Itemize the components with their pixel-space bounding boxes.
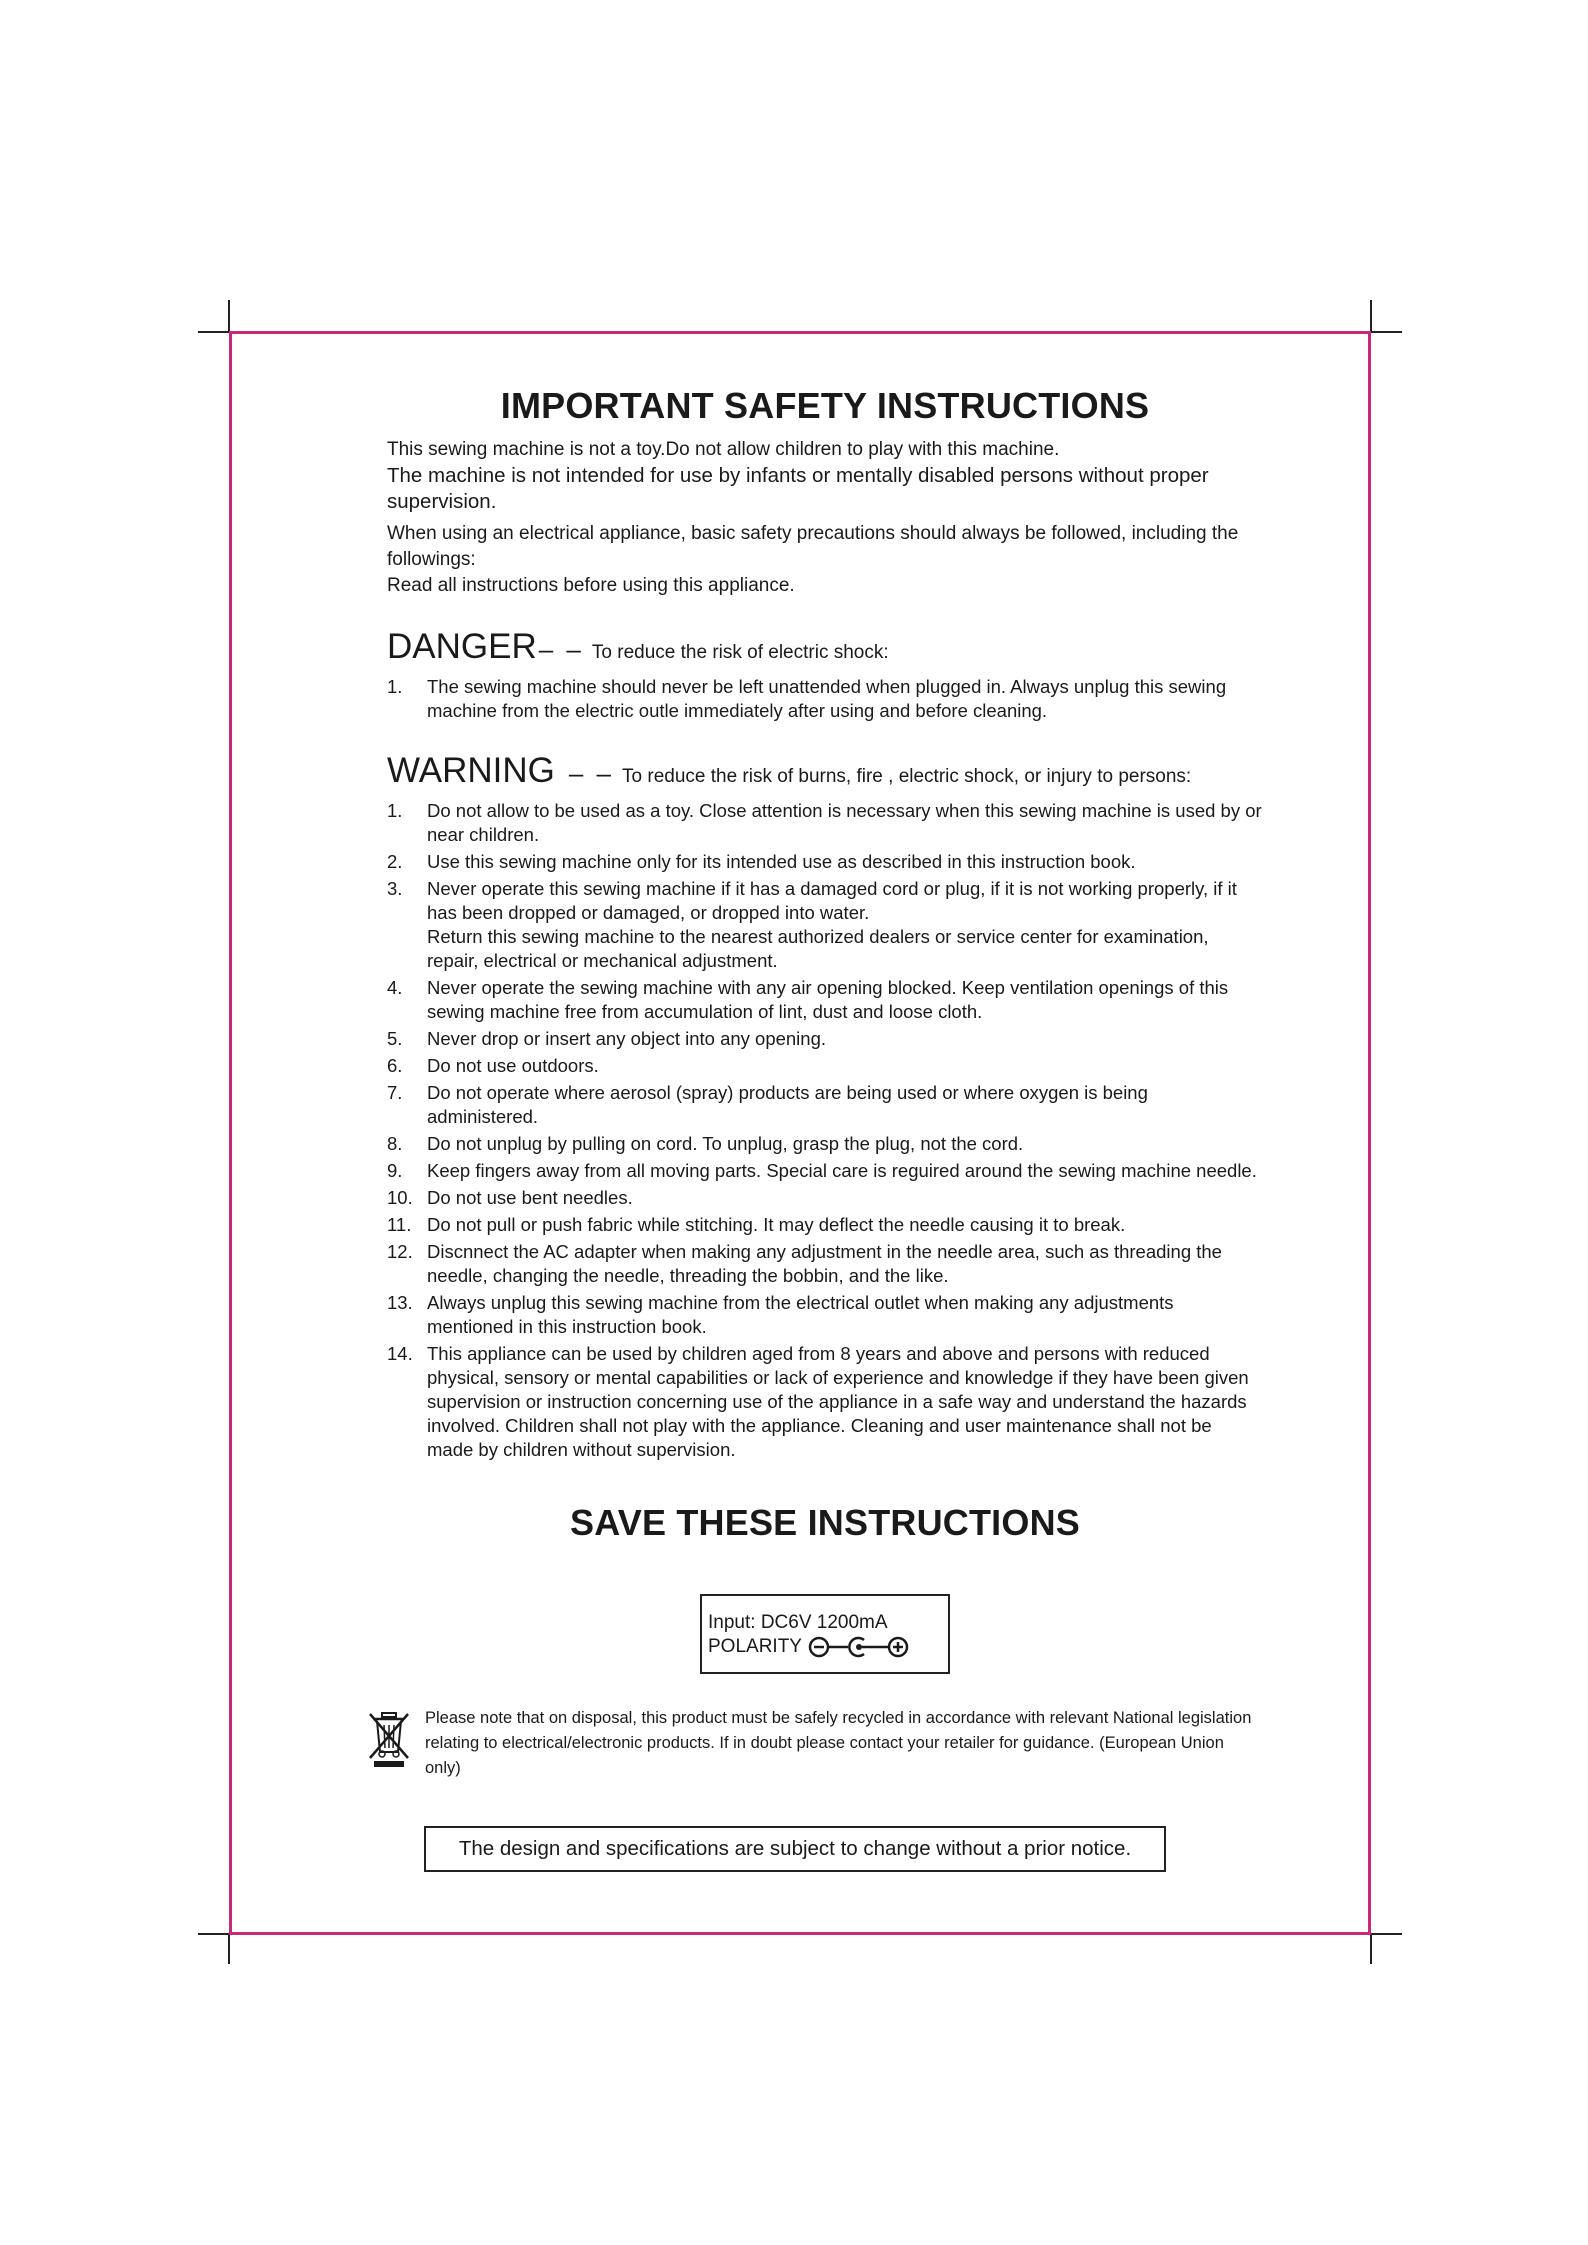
- danger-heading: [387, 627, 1263, 667]
- crossed-bin-icon: [366, 1710, 412, 1770]
- warning-dash: – –: [568, 758, 615, 788]
- crop-mark-tr-h: [1371, 331, 1402, 333]
- list-item: 11. Do not pull or push fabric while stitching. It may deflect the needle causing it to break.: [387, 1214, 1126, 1235]
- list-item: 14. This appliance can be used by children aged from 8 years and above and persons with reduced physical, sensory or mental capabilities or lack of experience and knowledge if they have been given supervision or instruction concerning use of the appliance in a safe way and understand the hazards involved. Children shall not play with the appliance. Cleaning and user maintenance shall not be made by children without supervision.: [387, 1343, 1249, 1460]
- crop-mark-tl-v: [228, 300, 230, 331]
- crop-mark-tr-v: [1370, 300, 1372, 331]
- list-item: 1. The sewing machine should never be left unattended when plugged in. Always unplug this sewing machine from the electric outle immediately after using and before cleaning.: [387, 676, 1227, 721]
- list-item: 3. Never operate this sewing machine if it has a damaged cord or plug, if it is not working properly, if it has been dropped or damaged, or dropped into water. Return this sewing machine to the nearest authorized dealers or service center for examination, repair, electrical or mechanical adjustment.: [387, 878, 1237, 971]
- intro: [387, 437, 1263, 599]
- disposal-section: [366, 1706, 1261, 1781]
- crop-mark-br-v: [1370, 1935, 1372, 1964]
- list-item: 7. Do not operate where aerosol (spray) products are being used or where oxygen is being administered.: [387, 1082, 1148, 1127]
- input-rating: Input: DC6V 1200mA: [708, 1612, 888, 1633]
- polarity-row: [708, 1634, 938, 1660]
- power-rating-box: [700, 1594, 950, 1674]
- notice-box: [424, 1826, 1166, 1872]
- polarity-label: POLARITY: [708, 1636, 802, 1657]
- danger-label: DANGER: [387, 627, 537, 666]
- danger-subtitle: To reduce the risk of electric shock:: [591, 642, 889, 663]
- intro-line-1: This sewing machine is not a toy.Do not allow children to play with this machine.: [387, 439, 1060, 460]
- intro-line-4: Read all instructions before using this appliance.: [387, 575, 795, 596]
- list-item: 8. Do not unplug by pulling on cord. To unplug, grasp the plug, not the cord.: [387, 1133, 1024, 1154]
- warning-heading: [387, 751, 1263, 791]
- intro-line-2: The machine is not intended for use by infants or mentally disabled persons without proper supervision.: [387, 464, 1209, 513]
- crop-mark-bl-v: [228, 1935, 230, 1964]
- list-item: 5. Never drop or insert any object into any opening.: [387, 1028, 827, 1049]
- list-item: 9. Keep fingers away from all moving parts. Special care is reguired around the sewing machine needle.: [387, 1160, 1257, 1181]
- disposal-note: Please note that on disposal, this product must be safely recycled in accordance with relevant National legislation relating to electrical/electronic products. If in doubt please contact your retailer for guidance. (European Union only): [425, 1709, 1252, 1777]
- warning-list: [387, 799, 1263, 1462]
- crop-mark-bl-h: [198, 1933, 229, 1935]
- list-item: 2. Use this sewing machine only for its intended use as described in this instruction book.: [387, 851, 1136, 872]
- save-instructions-title: SAVE THESE INSTRUCTIONS: [570, 1502, 1080, 1543]
- warning-label: WARNING: [387, 751, 555, 790]
- intro-line-3: When using an electrical appliance, basic safety precautions should always be followed, including the followings:: [387, 523, 1239, 570]
- polarity-symbol-icon: [808, 1634, 912, 1660]
- list-item: 10. Do not use bent needles.: [387, 1187, 633, 1208]
- crop-mark-br-h: [1371, 1933, 1402, 1935]
- list-item: 6. Do not use outdoors.: [387, 1055, 599, 1076]
- page-title: IMPORTANT SAFETY INSTRUCTIONS: [500, 385, 1150, 426]
- danger-list: [387, 675, 1263, 723]
- list-item: 1. Do not allow to be used as a toy. Close attention is necessary when this sewing machine is used by or near children.: [387, 800, 1262, 845]
- crop-mark-tl-h: [198, 331, 229, 333]
- warning-subtitle: To reduce the risk of burns, fire , electric shock, or injury to persons:: [622, 766, 1192, 787]
- instructions-body: [387, 385, 1263, 1674]
- list-item: 12. Discnnect the AC adapter when making any adjustment in the needle area, such as threading the needle, changing the needle, threading the bobbin, and the like.: [387, 1241, 1222, 1286]
- list-item-extra: Return this sewing machine to the nearest authorized dealers or service center for examination, repair, electrical or mechanical adjustment.: [427, 926, 1209, 971]
- danger-dash: – –: [538, 634, 584, 664]
- notice-text: The design and specifications are subject to change without a prior notice.: [458, 1837, 1132, 1860]
- list-item: 13. Always unplug this sewing machine from the electrical outlet when making any adjustments mentioned in this instruction book.: [387, 1292, 1174, 1337]
- list-item: 4. Never operate the sewing machine with any air opening blocked. Keep ventilation openings of this sewing machine free from accumulation of lint, dust and loose cloth.: [387, 977, 1229, 1022]
